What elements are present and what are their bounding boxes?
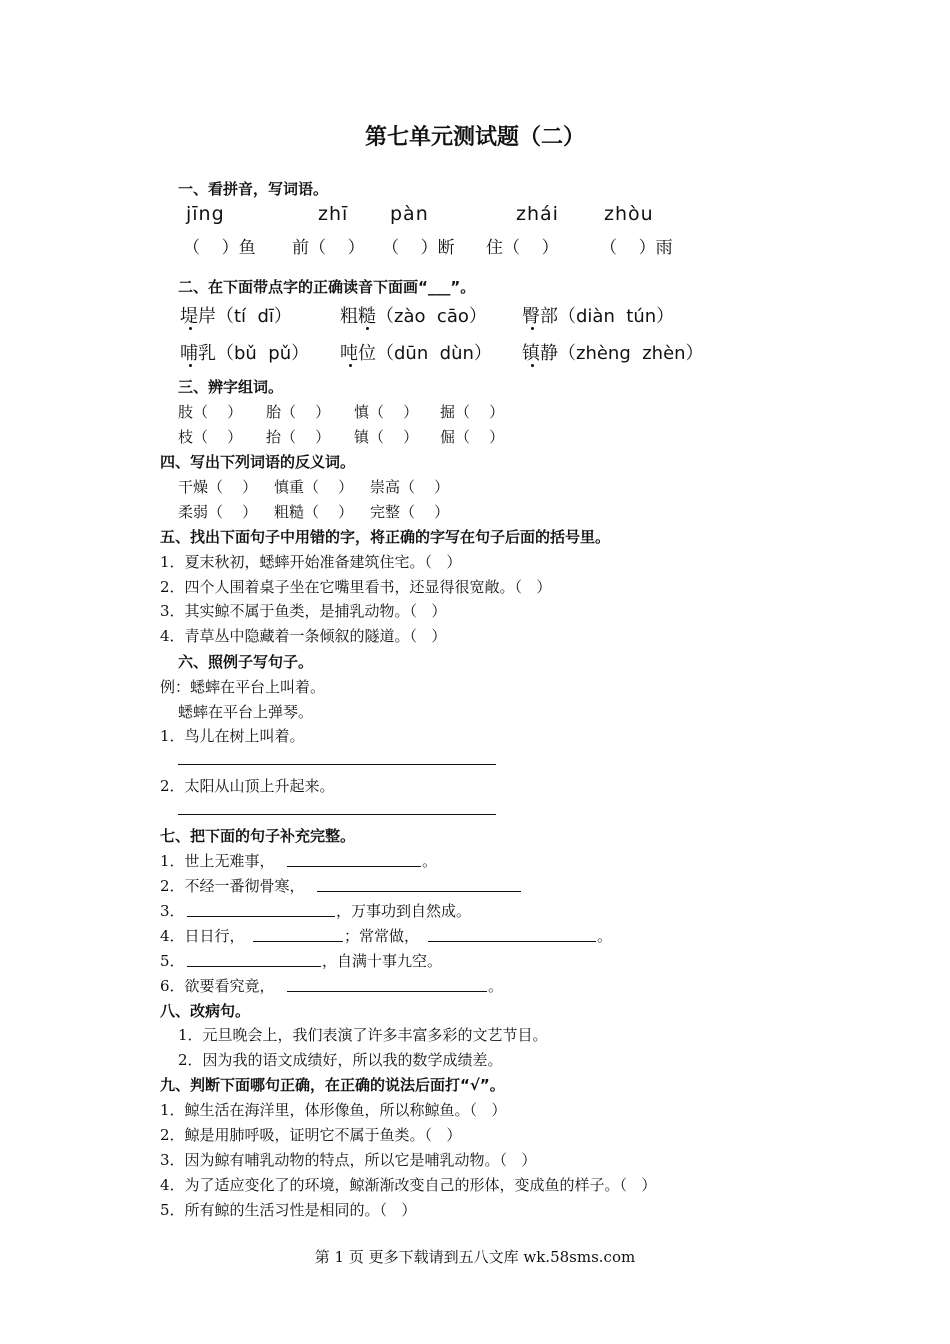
complete-item-5: 5． — [160, 952, 185, 970]
correction-item-4[interactable]: 4．青草丛中隐藏着一条倾叙的隧道。（ ） — [160, 627, 447, 645]
fill-blank[interactable] — [187, 966, 321, 967]
reading-item-1[interactable]: 堤岸（tí dī） — [180, 306, 292, 327]
sentence-middle: ；常常做， — [344, 927, 420, 945]
section-9-heading: 九、判断下面哪句正确，在正确的说法后面打“√”。 — [160, 1076, 505, 1094]
section-7-heading: 七、把下面的句子补充完整。 — [160, 827, 356, 845]
example-line-1: 例：蟋蟀在平台上叫着。 — [160, 678, 326, 696]
judge-item-3[interactable]: 3．因为鲸有哺乳动物的特点，所以它是哺乳动物。（ ） — [160, 1151, 537, 1169]
complete-item-1: 1．世上无难事， — [160, 852, 275, 870]
char-pair-6[interactable]: 抬（ ） — [266, 428, 331, 446]
pinyin-5: zhòu — [604, 203, 654, 225]
char-pair-1[interactable]: 肢（ ） — [178, 403, 243, 421]
correction-item-3[interactable]: 3．其实鲸不属于鱼类，是捕乳动物。（ ） — [160, 602, 447, 620]
emphasis-dot — [531, 327, 534, 330]
reading-item-5[interactable]: 吨位（dūn dùn） — [340, 343, 492, 364]
pinyin-4: zhái — [516, 203, 559, 225]
fill-blank[interactable] — [428, 941, 596, 942]
faulty-sentence-2: 2．因为我的语文成绩好，所以我的数学成绩差。 — [178, 1051, 503, 1069]
page-title: 第七单元测试题（二） — [364, 124, 585, 150]
fill-blank[interactable] — [287, 866, 421, 867]
imitate-item-1: 1．鸟儿在树上叫着。 — [160, 727, 305, 745]
sentence-tail: ，万事功到自然成。 — [336, 902, 472, 920]
fill-blank[interactable] — [187, 916, 335, 917]
judge-item-2[interactable]: 2．鲸是用肺呼吸，证明它不属于鱼类。（ ） — [160, 1126, 462, 1144]
correction-item-1[interactable]: 1．夏末秋初，蟋蟀开始准备建筑住宅。（ ） — [160, 553, 462, 571]
char-pair-8[interactable]: 倔（ ） — [440, 428, 505, 446]
section-4-heading: 四、写出下列词语的反义词。 — [160, 453, 356, 471]
sentence-tail: ，自满十事九空。 — [322, 952, 443, 970]
section-1-heading: 一、看拼音，写词语。 — [178, 180, 329, 198]
punctuation: 。 — [488, 977, 504, 995]
reading-item-4[interactable]: 哺乳（bǔ pǔ） — [180, 343, 310, 364]
emphasis-dot — [349, 364, 352, 367]
reading-item-3[interactable]: 臀部（diàn tún） — [522, 306, 675, 327]
punctuation: 。 — [422, 852, 438, 870]
faulty-sentence-1: 1．元旦晚会上，我们表演了许多丰富多彩的文艺节目。 — [178, 1026, 548, 1044]
emphasis-dot — [189, 327, 192, 330]
antonym-3[interactable]: 崇高（ ） — [370, 478, 450, 496]
reading-item-6[interactable]: 镇静（zhèng zhèn） — [522, 343, 704, 364]
page-footer: 第 1 页 更多下载请到五八文库 wk.58sms.com — [314, 1248, 636, 1266]
judge-item-1[interactable]: 1．鲸生活在海洋里，体形像鱼，所以称鲸鱼。（ ） — [160, 1101, 507, 1119]
example-line-2: 蟋蟀在平台上弹琴。 — [178, 703, 314, 721]
emphasis-dot — [366, 327, 369, 330]
section-2-heading: 二、在下面带点字的正确读音下面画“___”。 — [178, 278, 476, 296]
answer-line[interactable] — [178, 814, 496, 815]
correction-item-2[interactable]: 2．四个人围着桌子坐在它嘴里看书，还显得很宽敞。（ ） — [160, 578, 552, 596]
pinyin-2: zhī — [318, 203, 349, 225]
imitate-item-2: 2．太阳从山顶上升起来。 — [160, 777, 335, 795]
answer-line[interactable] — [178, 764, 496, 765]
char-pair-4[interactable]: 掘（ ） — [440, 403, 505, 421]
antonym-1[interactable]: 干燥（ ） — [178, 478, 258, 496]
word-blank-4[interactable]: 住（ ） — [486, 238, 559, 258]
word-blank-1[interactable]: （ ）鱼 — [183, 238, 256, 258]
pinyin-3: pàn — [390, 203, 429, 225]
char-pair-3[interactable]: 慎（ ） — [354, 403, 419, 421]
section-3-heading: 三、辨字组词。 — [178, 378, 284, 396]
antonym-6[interactable]: 完整（ ） — [370, 503, 450, 521]
pinyin-1: jīng — [186, 203, 225, 225]
judge-item-5[interactable]: 5．所有鲸的生活习性是相同的。（ ） — [160, 1201, 417, 1219]
emphasis-dot — [189, 364, 192, 367]
complete-item-6: 6．欲要看究竟， — [160, 977, 275, 995]
section-6-heading: 六、照例子写句子。 — [178, 653, 314, 671]
fill-blank[interactable] — [287, 991, 487, 992]
complete-item-2: 2．不经一番彻骨寒， — [160, 877, 305, 895]
judge-item-4[interactable]: 4．为了适应变化了的环境，鲸渐渐改变自己的形体，变成鱼的样子。（ ） — [160, 1176, 657, 1194]
antonym-2[interactable]: 慎重（ ） — [274, 478, 354, 496]
antonym-4[interactable]: 柔弱（ ） — [178, 503, 258, 521]
word-blank-5[interactable]: （ ）雨 — [600, 238, 673, 258]
section-5-heading: 五、找出下面句子中用错的字，将正确的字写在句子后面的括号里。 — [160, 528, 611, 546]
word-blank-3[interactable]: （ ）断 — [382, 238, 455, 258]
char-pair-5[interactable]: 枝（ ） — [178, 428, 243, 446]
complete-item-3: 3． — [160, 902, 185, 920]
word-blank-2[interactable]: 前（ ） — [292, 238, 365, 258]
punctuation: 。 — [597, 927, 613, 945]
antonym-5[interactable]: 粗糙（ ） — [274, 503, 354, 521]
complete-item-4: 4．日日行， — [160, 927, 245, 945]
fill-blank[interactable] — [317, 891, 521, 892]
reading-item-2[interactable]: 粗糙（zào cāo） — [340, 306, 487, 327]
char-pair-2[interactable]: 胎（ ） — [266, 403, 331, 421]
char-pair-7[interactable]: 镇（ ） — [354, 428, 419, 446]
emphasis-dot — [531, 364, 534, 367]
section-8-heading: 八、改病句。 — [160, 1002, 251, 1020]
fill-blank[interactable] — [253, 941, 343, 942]
